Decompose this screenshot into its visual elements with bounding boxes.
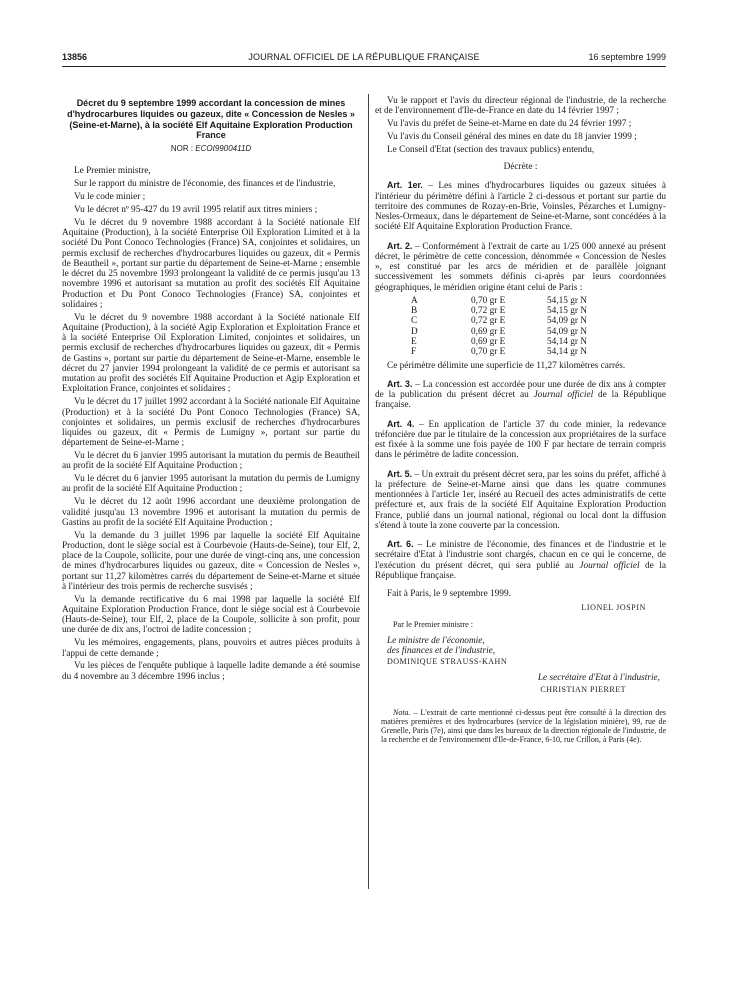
- visa-paragraph: Vu le décret nº 95-427 du 19 avril 1995 relatif aux titres miniers ;: [74, 204, 318, 215]
- latitude-cell: 54,09 gr N: [547, 316, 588, 327]
- decree-title: Décret du 9 septembre 1999 accordant la concession de mines d'hydrocarbures liquides ou gazeux, dite « Concession de Nesles » (Seine-et-Marne), à la société Elf Aquitaine Exploration Production France: [67, 98, 355, 141]
- longitude-cell: 0,69 gr E: [471, 326, 506, 337]
- visa-paragraph: Vu le décret du 12 août 1996 accordant une deuxième prolongation de validité jusqu'au 13 novembre 1996 et autorisant la mutation du permis de Gastins au profit de la société Elf Aquitaine Production ;: [62, 497, 360, 528]
- nota-text: – L'extrait de carte mentionné ci-dessus peut être consulté à la direction des matières premières et des hydrocarbures (service de la législation minière), 99, rue de Grenelle, Paris (7e), ainsi que dans les bureaux de la direction régionale de l'industrie, de la recherche et de l'environnement d'Ile-de-France, 6-10, rue Crillon, à Paris (4e).: [381, 707, 666, 745]
- nor-label: NOR :: [170, 144, 194, 154]
- article-1: [375, 180, 666, 232]
- longitude-cell: 0,69 gr E: [471, 336, 506, 347]
- nota-label: Nota.: [393, 707, 411, 717]
- visa-paragraph: Vu les mémoires, engagements, plans, pouvoirs et autres pièces produits à l'appui de cette demande ;: [62, 638, 360, 659]
- right-column: [375, 96, 666, 745]
- latitude-cell: 54,09 gr N: [547, 326, 588, 337]
- table-row: [411, 306, 595, 316]
- visa-paragraph: Le Premier ministre,: [74, 166, 151, 177]
- visa-paragraph: Vu l'avis du préfet de Seine-et-Marne en date du 24 février 1997 ;: [387, 119, 632, 130]
- article-text: – La concession est accordée pour une durée de dix ans à compter de la publication du présent décret au: [375, 379, 667, 401]
- visa-paragraph: Vu la demande du 3 juillet 1996 par laquelle la société Elf Aquitaine Production, dont le siège social est à Courbevoie (Hauts-de-Seine), tour Elf, 2, place de la Coupole, sollicite, pour une durée de vingt-cinq ans, une concession de mines d'hydrocarbures liquides ou gazeux, dite « Concession de Nesles », portant sur 11,27 kilomètres carrés du département de Seine-et-Marne et située à l'intérieur des trois permis de recherche susvisés ;: [62, 530, 360, 592]
- article-label: Art. 5.: [387, 468, 413, 479]
- visa-paragraph: Vu le décret du 6 janvier 1995 autorisant la mutation du permis de Lumigny au profit de la société Elf Aquitaine Production ;: [62, 474, 360, 495]
- visa-paragraph: Vu le décret du 9 novembre 1988 accordant à la Société nationale Elf Aquitaine (Production), à la société Enterprise Oil Exploration Limited et à la société Du Pont Conoco Technologies (France) SA, conjointes et solidaires, un permis exclusif de recherches d'hydrocarbures liquides ou gazeux, dit « Permis de Beautheil », portant sur partie du département de Seine-et-Marne ; ensemble le décret du 25 novembre 1993 prolongeant la validité de ce permis jusqu'au 13 novembre 1996 et autorisant sa mutation au profit des sociétés Elf Aquitaine Production et Du Pont Conoco Technologies (France) SA, conjointes et solidaires ;: [62, 217, 360, 310]
- latitude-cell: 54,14 gr N: [547, 347, 588, 358]
- page-header: [62, 52, 666, 64]
- visa-paragraph: Vu le code minier ;: [74, 192, 146, 203]
- visa-paragraph: Vu le décret du 17 juillet 1992 accordant à la Société nationale Elf Aquitaine (Production) et à la société Du Pont Conoco Technologies (France) SA, conjointes et solidaires, un permis exclusif de recherches d'hydrocarbures liquides ou gazeux, dit « Permis de Lumigny », portant sur partie du département de Seine-et-Marne ;: [62, 397, 360, 449]
- longitude-cell: 0,72 gr E: [471, 316, 506, 327]
- longitude-cell: 0,70 gr E: [471, 347, 506, 358]
- article-text: – Le ministre de l'économie, des finances et de l'industrie et le secrétaire d'Etat à l'industrie sont chargés, chacun en ce qui le concerne, de l'exécution du présent décret, qui sera publié au: [375, 540, 667, 571]
- article-text: – En application de l'article 37 du code minier, la redevance tréfoncière due par le titulaire de la concession aux propriétaires de la surface est fixée à la somme une fois payée de 100 F par hectare de terrain compris dans le périmètre de ladite concession.: [375, 419, 667, 461]
- visa-paragraph: Vu le décret du 6 janvier 1995 autorisant la mutation du permis de Beautheil au profit de la société Elf Aquitaine Production ;: [62, 451, 360, 472]
- minister-title: Le ministre de l'économie,: [387, 635, 485, 646]
- article-label: Art. 2.: [387, 240, 413, 251]
- area-statement: Ce périmètre délimite une superficie de 11,27 kilomètres carrés.: [387, 360, 626, 371]
- journal-reference: Journal officiel: [533, 390, 594, 401]
- visa-paragraph: Le Conseil d'Etat (section des travaux publics) entendu,: [387, 144, 595, 155]
- point-cell: E: [411, 336, 417, 347]
- left-column: [62, 96, 360, 685]
- table-row: [411, 296, 595, 306]
- column-divider: [368, 94, 369, 889]
- nor-code: ECOI9900411D: [195, 144, 252, 154]
- journal-reference: Journal officiel: [579, 560, 640, 571]
- minister-title: des finances et de l'industrie,: [387, 646, 496, 657]
- header-rule: [62, 66, 666, 67]
- prime-minister-signature: LIONEL JOSPIN: [581, 603, 646, 613]
- article-label: Art. 3.: [387, 378, 413, 389]
- article-text: – Les mines d'hydrocarbures liquides ou gazeux situées à l'intérieur du périmètre défini à l'article 2 ci-dessous et portant sur partie du territoire des communes de Rozay-en-Brie, Voinsles, Pézarches et Lumigny-Nesles-Ormeaux, dans le département de Seine-et-Marne, sont concédées à la société Elf Aquitaine Exploration Production France.: [375, 181, 666, 233]
- table-row: [411, 347, 595, 357]
- point-cell: C: [411, 316, 418, 327]
- latitude-cell: 54,14 gr N: [547, 336, 588, 347]
- article-6: [375, 539, 666, 581]
- article-text: de la République française.: [375, 390, 666, 411]
- point-cell: D: [411, 326, 418, 337]
- article-4: [375, 419, 666, 461]
- nor-reference: [62, 144, 360, 154]
- publication-date: 16 septembre 1999: [588, 52, 666, 62]
- article-label: Art. 1er.: [387, 180, 423, 191]
- article-text: – Un extrait du présent décret sera, par les soins du préfet, affiché à la préfecture de Seine-et-Marne ainsi que dans les quatre communes mentionnées à l'article 1er, inséré au Recueil des actes administratifs de cette préfecture et, aux frais de la société Elf Aquitaine Exploration Production France, publié dans un journal national, régional ou local dont la diffusion s'étend à toute la zone couverte par la concession.: [375, 469, 666, 531]
- decrete-heading: Décrète :: [503, 162, 538, 173]
- visa-paragraph: Vu l'avis du Conseil général des mines en date du 18 janvier 1999 ;: [387, 131, 637, 142]
- page-number: 13856: [62, 52, 88, 62]
- point-cell: B: [411, 306, 418, 317]
- article-5: [375, 469, 666, 532]
- nota-note: [381, 708, 666, 745]
- article-2: [375, 241, 666, 293]
- visa-paragraph: Vu le décret du 9 novembre 1988 accordant à la Société nationale Elf Aquitaine (Production), à la société Agip Exploration et Exploitation France et à la société Enterprise Oil Exploration Limited, conjointes et solidaires, un permis exclusif de recherches d'hydrocarbures liquides ou gazeux, dit « Permis de Gastins », portant sur partie du département de Seine-et-Marne, ensemble le décret du 27 janvier 1994 prolongeant la validité de ce permis et autorisant sa mutation au profit des sociétés Elf Aquitaine Production et Agip Exploration et Exploitation France, conjointes et solidaires ;: [62, 312, 360, 395]
- journal-title: JOURNAL OFFICIEL DE LA RÉPUBLIQUE FRANÇAISE: [248, 52, 480, 62]
- minister-signature: DOMINIQUE STRAUSS-KAHN: [387, 656, 508, 666]
- visa-paragraph: Vu le rapport et l'avis du directeur régional de l'industrie, de la recherche et de l'environnement d'Ile-de-France en date du 14 février 1997 ;: [375, 96, 666, 117]
- latitude-cell: 54,15 gr N: [547, 295, 588, 306]
- latitude-cell: 54,15 gr N: [547, 306, 588, 317]
- point-cell: A: [411, 295, 418, 306]
- secretary-signature: CHRISTIAN PIERRET: [540, 685, 626, 695]
- article-text: – Conformément à l'extrait de carte au 1/25 000 annexé au présent décret, le périmètre de cette concession, dénommée « Concession de Nesles », est constitué par les arcs de méridien et de parallèle joignant successivement les sommets définis ci-après par leurs coordonnées géographiques, le méridien origine étant celui de Paris :: [375, 241, 666, 293]
- table-row: [411, 327, 595, 337]
- table-row: [411, 316, 595, 326]
- article-3: [375, 379, 666, 411]
- coordinates-table: [411, 296, 595, 358]
- visa-paragraph: Sur le rapport du ministre de l'économie, des finances et de l'industrie,: [74, 179, 336, 190]
- point-cell: F: [411, 347, 417, 358]
- signature-date: Fait à Paris, le 9 septembre 1999.: [387, 589, 511, 600]
- article-label: Art. 6.: [387, 539, 414, 550]
- visa-paragraph: Vu la demande rectificative du 6 mai 1998 par laquelle la société Elf Aquitaine Exploration Production France, dont le siège social est à Courbevoie (Hauts-de-Seine), tour Elf, 2, place de la Coupole, sollicite à son profit, pour une durée de dix ans, l'octroi de ladite concession ;: [62, 594, 360, 636]
- longitude-cell: 0,72 gr E: [471, 306, 506, 317]
- visa-paragraph: Vu les pièces de l'enquête publique à laquelle ladite demande a été soumise du 4 novembre au 3 décembre 1996 inclus ;: [62, 661, 360, 682]
- article-label: Art. 4.: [387, 418, 415, 429]
- countersign-intro: Par le Premier ministre :: [393, 619, 474, 629]
- secretary-title: Le secrétaire d'Etat à l'industrie,: [537, 673, 660, 684]
- article-text: de la République française.: [375, 560, 667, 581]
- longitude-cell: 0,70 gr E: [471, 295, 506, 306]
- table-row: [411, 337, 595, 347]
